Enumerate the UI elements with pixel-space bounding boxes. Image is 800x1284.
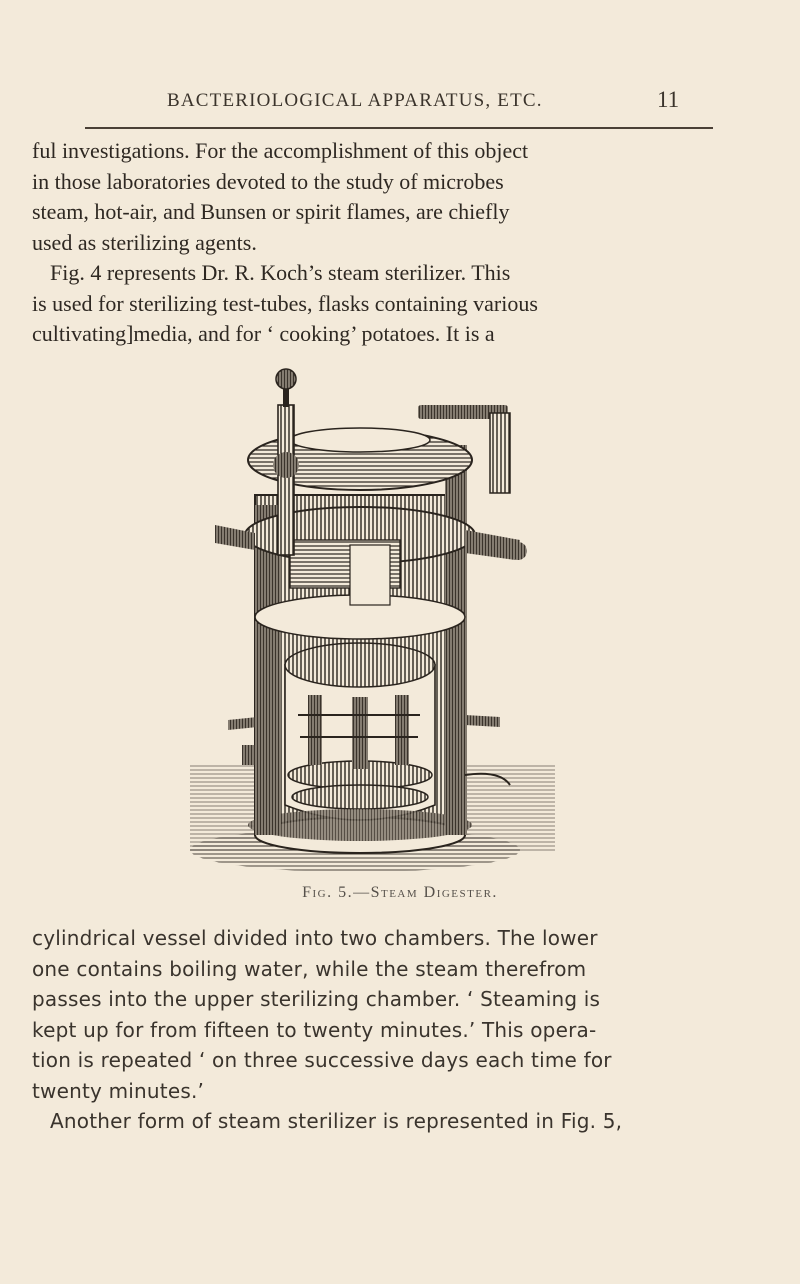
steam-digester-drawing [180,365,580,880]
text-line: twenty minutes.’ [32,1078,205,1103]
page-number: 11 [657,87,680,112]
text-line: one contains boiling water, while the steam therefrom [32,956,587,981]
text-line: tion is repeated ‘ on three successive days each time for [32,1048,612,1072]
header-rule [85,127,713,129]
text-line: used as sterilizing agents. [32,229,257,255]
text-line: Fig. 4 represents Dr. R. Koch’s steam sterilizer. This [50,260,511,285]
text-line: in those laboratories devoted to the study of microbes [32,168,504,194]
text-line: ful investigations. For the accomplishment of this object [32,138,529,163]
running-head [85,87,715,116]
text-line: Another form of steam sterilizer is represented in Fig. 5, [50,1109,623,1133]
figure-caption: Fig. 5.—Steam Digester. [302,884,498,901]
running-title: BACTERIOLOGICAL APPARATUS, ETC. [167,90,543,111]
paragraph-top [32,136,758,350]
text-line: cultivating]media, and for ‘ cooking’ potatoes. It is a [32,321,495,346]
text-line: steam, hot-air, and Bunsen or spirit flames, are chiefly [32,199,510,224]
paragraph-bottom [32,923,758,1137]
text-line: kept up for from fifteen to twenty minutes.’ This opera- [32,1017,597,1042]
text-line: is used for sterilizing test-tubes, flasks containing various [32,290,538,316]
text-line: passes into the upper sterilizing chamber. ‘ Steaming is [32,987,601,1011]
text-line: cylindrical vessel divided into two chambers. The lower [32,926,598,950]
steam-digester-illustration [180,365,580,880]
